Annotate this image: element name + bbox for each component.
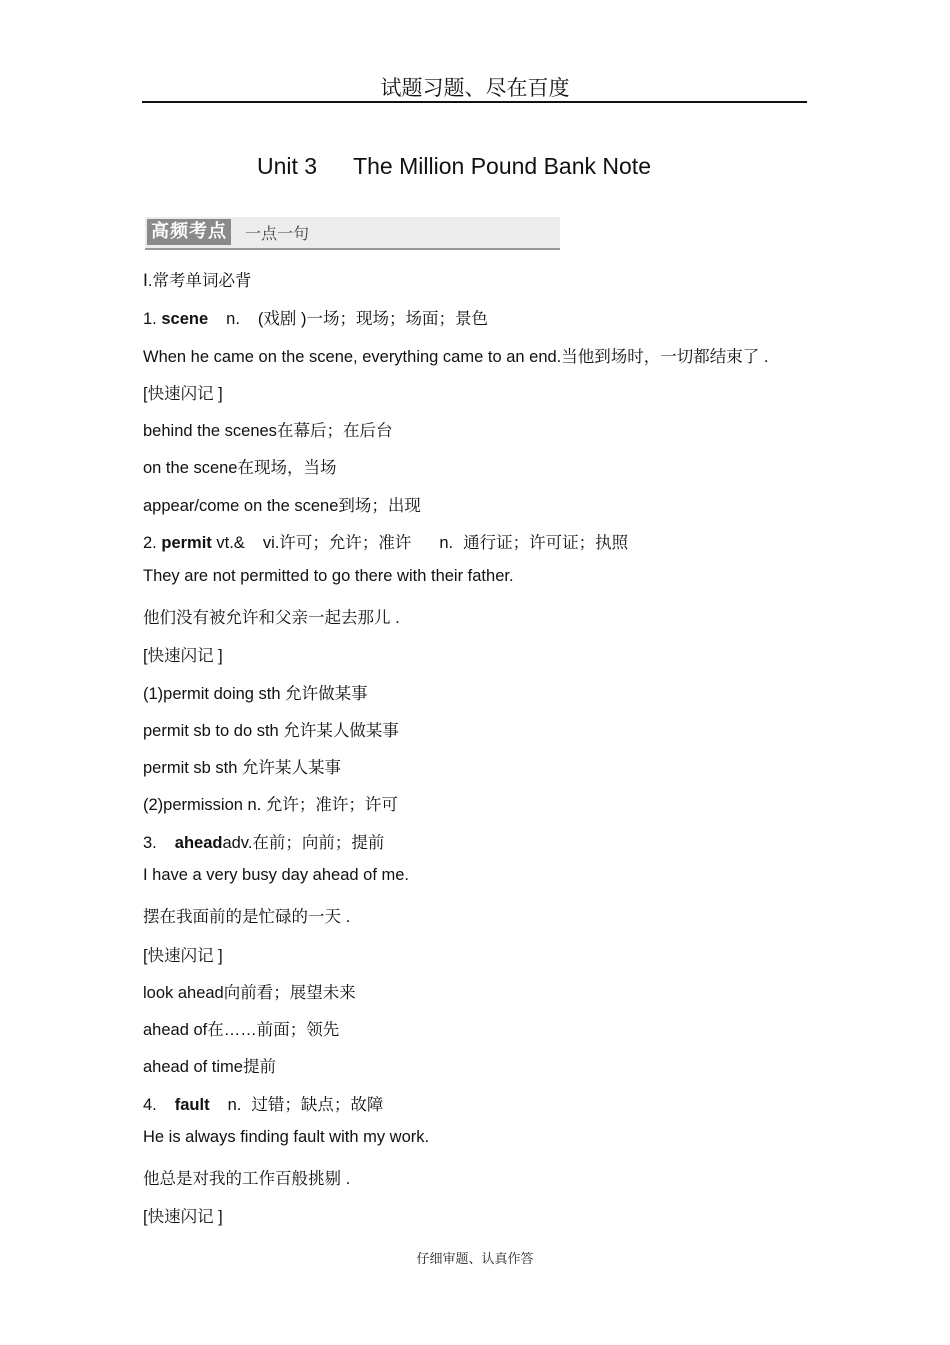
header-divider [142, 101, 807, 103]
entry-2-phrase: (1)permit doing sth 允许做某事 [143, 685, 368, 703]
entry-3-heading: 3. aheadadv.在前；向前；提前 [143, 834, 385, 852]
entry-3-phrase: look ahead向前看；展望未来 [143, 984, 356, 1002]
page-footer: 仔细审题、认真作答 [416, 1252, 534, 1267]
entry-2-phrase: (2)permission n. 允许；准许；许可 [143, 796, 398, 814]
entry-3-memo: [快速闪记 ] [143, 947, 223, 965]
entry-4-example-en: He is always finding fault with my work. [143, 1128, 430, 1146]
entry-1-example: When he came on the scene, everything came to an end.当他到场时，一切都结束了 . [143, 348, 769, 366]
page-header-title: 试题习题、尽在百度 [380, 76, 570, 100]
unit-title: The Million Pound Bank Note [353, 153, 651, 179]
entry-4-heading: 4. fault n. 过错；缺点；故障 [143, 1096, 384, 1114]
entry-word: ahead [174, 834, 223, 852]
entry-word: fault [174, 1096, 210, 1114]
section-heading: Ⅰ.常考单词必背 [143, 272, 252, 290]
unit-heading [257, 153, 651, 180]
entry-2-phrase: permit sb to do sth 允许某人做某事 [143, 722, 399, 740]
entry-3-phrase: ahead of time提前 [143, 1058, 276, 1076]
entry-1-heading: 1. scene n. (戏剧 )一场；现场；场面；景色 [143, 310, 488, 328]
entry-2-example-zh: 他们没有被允许和父亲一起去那儿 . [143, 609, 400, 627]
section-banner [145, 217, 560, 250]
entry-2-example-en: They are not permitted to go there with their father. [143, 567, 514, 585]
entry-1-phrase: appear/come on the scene到场；出现 [143, 497, 421, 515]
entry-1-phrase: behind the scenes在幕后；在后台 [143, 422, 393, 440]
entry-2-phrase: permit sb sth 允许某人某事 [143, 759, 342, 777]
entry-4-memo: [快速闪记 ] [143, 1208, 223, 1226]
entry-word: permit [161, 534, 212, 552]
entry-2-memo: [快速闪记 ] [143, 647, 223, 665]
entry-4-example-zh: 他总是对我的工作百般挑剔 . [143, 1170, 351, 1188]
entry-3-phrase: ahead of在……前面；领先 [143, 1021, 340, 1039]
entry-1-memo: [快速闪记 ] [143, 385, 223, 403]
entry-1-phrase: on the scene在现场，当场 [143, 459, 337, 477]
entry-word: scene [161, 310, 209, 328]
entry-3-example-zh: 摆在我面前的是忙碌的一天 . [143, 908, 351, 926]
banner-tag: 高频考点 [147, 219, 231, 245]
entry-3-example-en: I have a very busy day ahead of me. [143, 866, 409, 884]
entry-2-heading: 2. permit vt.& vi.许可；允许；准许 n. 通行证；许可证；执照 [143, 534, 629, 552]
banner-subtitle: 一点一句 [245, 224, 310, 243]
unit-number: Unit 3 [257, 153, 318, 179]
